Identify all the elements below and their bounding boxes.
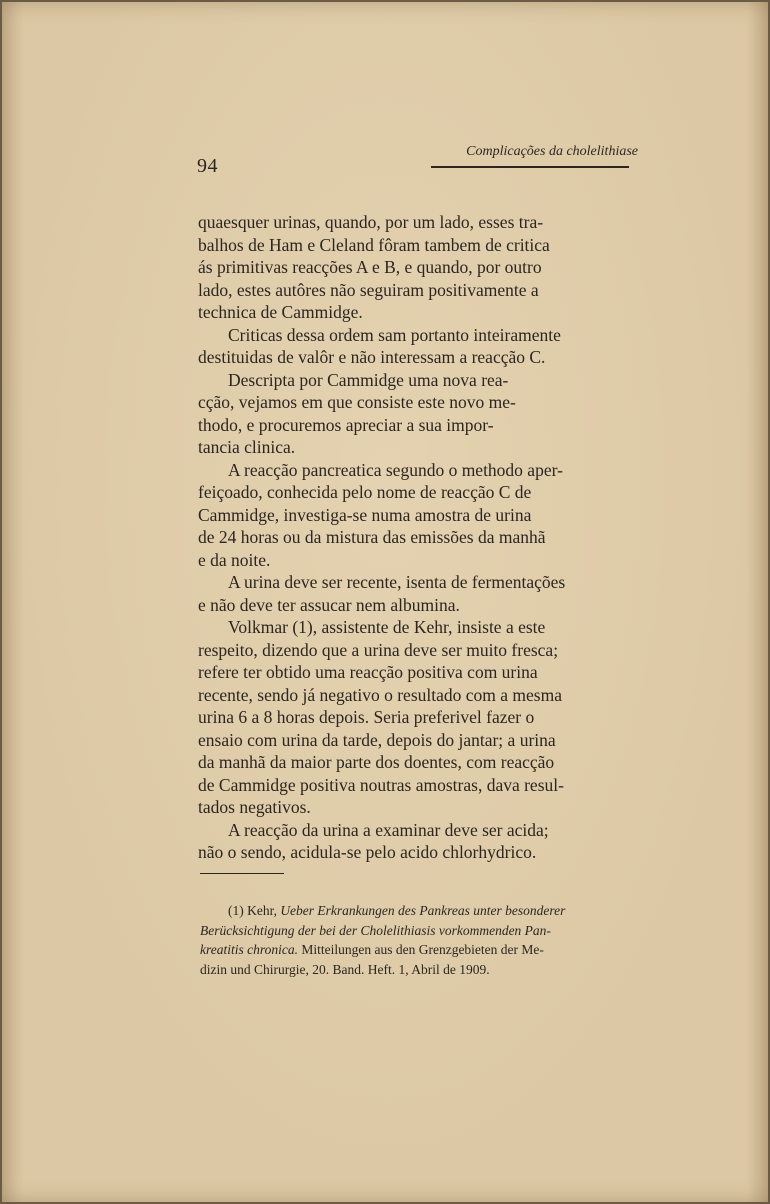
footnote <box>200 901 632 979</box>
page-number: 94 <box>197 155 218 177</box>
footnote-title: Ueber Erkrankungen des Pankreas unter besonderer Berücksichtigung der bei der Cholelithiasis vorkommenden Pan- kreatitis chronica. <box>200 903 566 957</box>
paragraph-7: A reacção da urina a examinar deve ser acida; não o sendo, acidula-se pelo acido chlorhydrico. <box>198 819 549 862</box>
paragraph-3: Descripta por Cammidge uma nova rea- cção, vejamos em que consiste este novo me- thodo, e procuremos apreciar a sua impor- tancia clinica. <box>198 369 516 457</box>
paragraph-5: A urina deve ser recente, isenta de fermentações e não deve ter assucar nem albumina. <box>198 572 566 615</box>
running-head: Complicações da cholelithiase <box>466 144 638 159</box>
paragraph-2: Criticas dessa ordem sam portanto inteiramente destituidas de valôr e não interessam a reacção C. <box>198 324 561 367</box>
footnote-marker: (1) Kehr, <box>228 903 281 918</box>
paragraph-1: quaesquer urinas, quando, por um lado, esses tra- balhos de Ham e Cleland fôram tambem de critica ás primitivas reacções A e B, e quando, por outro lado, estes autôres não seguiram positivamente a technica de Cammidge. <box>198 212 550 322</box>
body-text <box>198 211 630 864</box>
paragraph-6: Volkmar (1), assistente de Kehr, insiste a este respeito, dizendo que a urina deve ser muito fresca; refere ter obtido uma reacção positiva com urina recente, sendo já negativo o resultado com a mesma urina 6 a 8 horas depois. Seria preferivel fazer o ensaio com urina da tarde, depois do jantar; a urina da manhã da maior parte dos doentes, com reacção de Cammidge positiva noutras amostras, dava resul- tados negativos. <box>198 617 564 817</box>
header-rule <box>431 166 629 168</box>
footnote-citation: Mitteilungen aus den Grenzgebieten der Me- dizin und Chirurgie, 20. Band. Heft. 1, Abril de 1909. <box>200 942 544 977</box>
footnote-rule <box>200 873 284 874</box>
paragraph-4: A reacção pancreatica segundo o methodo aper- feiçoado, conhecida pelo nome de reacção C de Cammidge, investiga-se numa amostra de urina de 24 horas ou da mistura das emissões da manhã e da noite. <box>198 459 563 570</box>
